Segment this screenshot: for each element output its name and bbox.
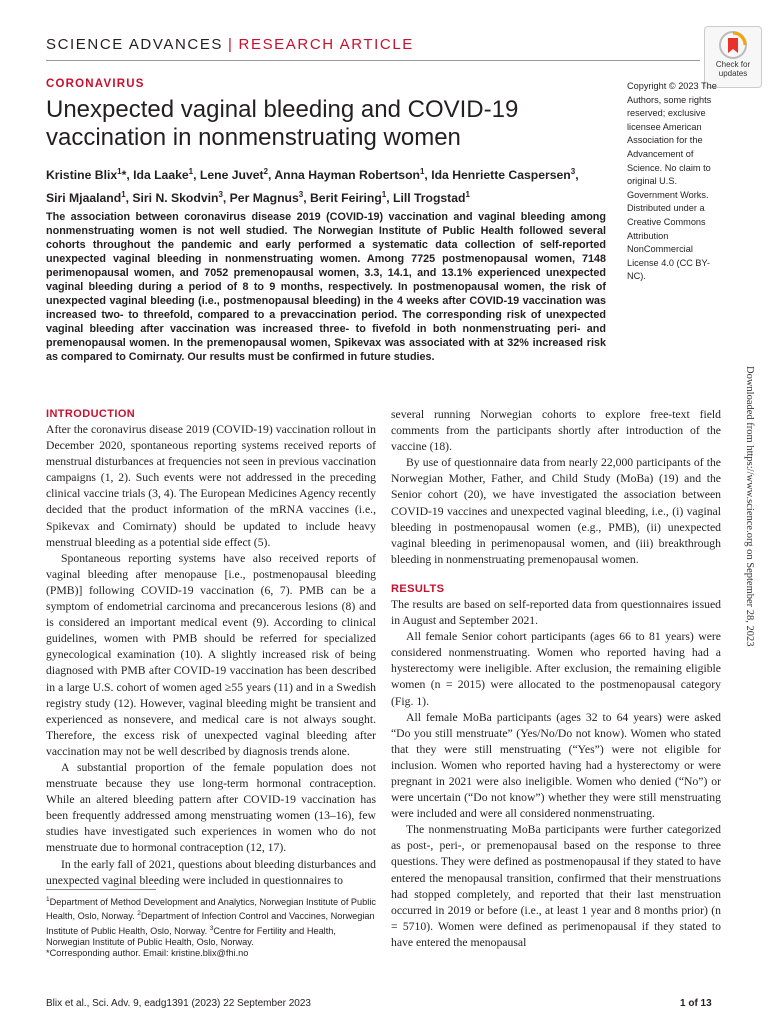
- author[interactable]: Per Magnus$^3$,: [229, 190, 310, 206]
- paragraph: After the coronavirus disease 2019 (COVID-19) vaccination rollout in December 2020, spontaneous reporting systems received reports of menstrual disturbances at frequencies not seen in previous vaccination campaigns (1, 2). Such events were not addressed in the preceding clinical vaccine trials (3, 4). The European Medicines Agency recently decided that the product information of the mRNA vaccines (i.e., Spikevax and Comirnaty) should be updated to include heavy menstrual bleeding as a potential side effect (5).: [46, 423, 376, 549]
- introduction-heading: INTRODUCTION: [46, 408, 136, 420]
- header-separator: |: [228, 36, 234, 53]
- paragraph: Spontaneous reporting systems have also received reports of vaginal bleeding after menopause [i.e., postmenopausal bleeding (PMB)] following COVID-19 vaccination (6, 7). PMB can be a symptom of endometrial carcinoma and precancerous lesions (8) and is considered an important medical event (9). According to clinical guidelines, women with PMB should be referred for specialized gynecological examination (10). A slightly increased risk of being diagnosed with PMB after COVID-19 vaccination has been described in a large U.S. cohort of women aged ≥55 years (11) and in a Swedish registry study (12). However, vaginal bleeding might be transient and experienced as nonsevere, and medical care is not always sought. Therefore, the excess risk of unexpected vaginal bleeding after vaccination may not be well described by diagnosis trends alone.: [46, 551, 376, 758]
- paragraph: The nonmenstruating MoBa participants were further categorized as post-, peri-, or premenopausal based on the response to three questions. They were defined as postmenopausal if they stated to have entered the menopausal transition, confirmed that their menstruations had stopped completely, and reported that their last menstruation occurred in 2019 or before (i.e., at least 1 year and 8 months prior) (n = 5710). Women were defined as perimenopausal if they stated to have entered the menopausal: [391, 823, 721, 949]
- bookmark-update-icon: [718, 30, 748, 60]
- paragraph: In the early fall of 2021, questions about bleeding disturbances and unexpected vaginal bleeding were included in questionnaires to: [46, 857, 376, 887]
- author[interactable]: Siri Mjaaland$^1$,: [46, 190, 133, 206]
- results-heading: RESULTS: [391, 582, 445, 595]
- article-type: RESEARCH ARTICLE: [238, 36, 414, 53]
- abstract: The association between coronavirus disease 2019 (COVID-19) vaccination and vaginal bleeding among nonmenstruating women is not well studied. The Norwegian Institute of Public Health followed several cohorts throughout the pandemic and early performed a systematic data collection of self-reported unexpected vaginal bleeding in nonmenstruating women. Among 7725 postmenopausal women, 7148 perimenopausal women, and 7052 premenopausal women, 3.3, 14.1, and 13.1% experienced unexpected vaginal bleeding during a period of 8 to 9 months, respectively. In postmenopausal women, the risk of unexpected vaginal bleeding (i.e., postmenopausal bleeding) in the 4 weeks after COVID-19 vaccination was increased two- to threefold, compared to a prevaccination period. The corresponding risk of unexpected vaginal bleeding after vaccination was increased three- to fivefold in both nonmenstruating peri- and premenopausal women. In the premenopausal women, Spikevax was associated with at 32% increased risk as compared to Comirnaty. Our results must be confirmed in future studies.: [46, 211, 606, 363]
- journal-name: SCIENCE ADVANCES: [46, 36, 224, 53]
- affiliations: $^1$Department of Method Development and Analytics, Norwegian Institute of Public Health, Oslo, Norway. $^2$Department of Infection Control and Vaccines, Norwegian Institute of Public Health, Oslo, Norway. $^3$Centre for Fertility and Health, Norwegian Institute of Public Health, Oslo, Norway. *Corresponding author. Email: kristine.blix@fhi.no: [46, 896, 376, 958]
- article-title: Unexpected vaginal bleeding and COVID-19 vaccination in nonmenstruating women: [46, 96, 519, 151]
- left-column: [46, 407, 376, 889]
- author[interactable]: Lill Trogstad$^1$: [393, 190, 470, 206]
- right-column: [391, 407, 721, 951]
- citation-footer: Blix et al., Sci. Adv. 9, eadg1391 (2023) 22 September 2023: [46, 998, 311, 1009]
- check-for-updates-badge[interactable]: [704, 26, 762, 88]
- download-side-note: Downloaded from https://www.science.org on September 28, 2023: [744, 366, 755, 647]
- badge-line-2: updates: [718, 69, 748, 78]
- copyright-notice: Copyright © 2023 The Authors, some rights reserved; exclusive licensee American Association for the Advancement of Science. No claim to original U.S. Government Works. Distributed under a Creative Commons Attribution NonCommercial License 4.0 (CC BY-NC).: [627, 81, 717, 282]
- category-label: CORONAVIRUS: [46, 78, 145, 90]
- affiliation: Centre for Fertility and Health, Norwegian Institute of Public Health, Oslo, Norway.: [46, 925, 336, 947]
- paragraph: The results are based on self-reported data from questionnaires issued in August and September 2021.: [391, 597, 721, 628]
- paragraph: All female MoBa participants (ages 32 to 64 years) were asked “Do you still menstruate” (Yes/No/Do not know). Women who stated that they were still menstruating (“Yes”) were not eligible for inclusion. Women who reported having had a hysterectomy or were pregnant in 2021 were also ineligible. Women who denied (“No”) or were uncertain (“Do not know”) whether they were still menstruating were included and were all considered nonmenstruating.: [391, 710, 721, 821]
- paragraph: several running Norwegian cohorts to explore free-text field comments from the participants shortly after introduction of the vaccine (18).: [391, 408, 721, 454]
- author[interactable]: Kristine Blix$^1$*,: [46, 167, 134, 183]
- author[interactable]: Siri N. Skodvin$^3$,: [132, 190, 230, 206]
- author[interactable]: Berit Feiring$^1$,: [310, 190, 394, 206]
- author[interactable]: Ida Laake$^1$,: [133, 167, 200, 183]
- author-list: [46, 162, 606, 208]
- header-rule: [46, 60, 700, 61]
- author[interactable]: Ida Henriette Caspersen$^3$,: [431, 167, 579, 183]
- journal-header: [46, 36, 414, 53]
- badge-line-1: Check for: [715, 60, 751, 69]
- author[interactable]: Anna Hayman Robertson$^1$,: [274, 167, 432, 183]
- page-number: 1 of 13: [680, 998, 712, 1009]
- paragraph: All female Senior cohort participants (ages 66 to 81 years) were considered nonmenstruating. Women who reported having had a hysterectomy were ineligible. After exclusion, the remaining eligible women (n = 2015) were allocated to the postmenopausal category (Fig. 1).: [391, 630, 721, 708]
- paragraph: A substantial proportion of the female population does not menstruate because they use long-term hormonal contraception. While an altered bleeding pattern after COVID-19 vaccination has been frequently addressed among menstruating women (13–16), few studies have investigated such experiences in women who do not menstruate due to hormonal contraception (12, 17).: [46, 760, 376, 855]
- affiliation: Department of Method Development and Analytics, Norwegian Institute of Public Health, Oslo, Norway.: [46, 897, 376, 922]
- paragraph: By use of questionnaire data from nearly 22,000 participants of the Norwegian Mother, Father, and Child Study (MoBa) (19) and the Senior cohort (20), we have investigated the association between COVID-19 vaccines and unexpected vaginal bleeding, i.e., (i) vaginal bleeding in postmenopausal women (e.g., PMB), (ii) unexpected vaginal bleeding in perimenopausal women, and (iii) breakthrough bleeding in nonmenstruating premenopausal women.: [391, 456, 721, 566]
- footnote-rule: [46, 889, 156, 890]
- corresponding-author[interactable]: *Corresponding author. Email: kristine.blix@fhi.no: [46, 948, 249, 958]
- affiliation: Department of Infection Control and Vaccines, Norwegian Institute of Public Health, Oslo, Norway.: [46, 911, 375, 936]
- author[interactable]: Lene Juvet$^2$,: [199, 167, 275, 183]
